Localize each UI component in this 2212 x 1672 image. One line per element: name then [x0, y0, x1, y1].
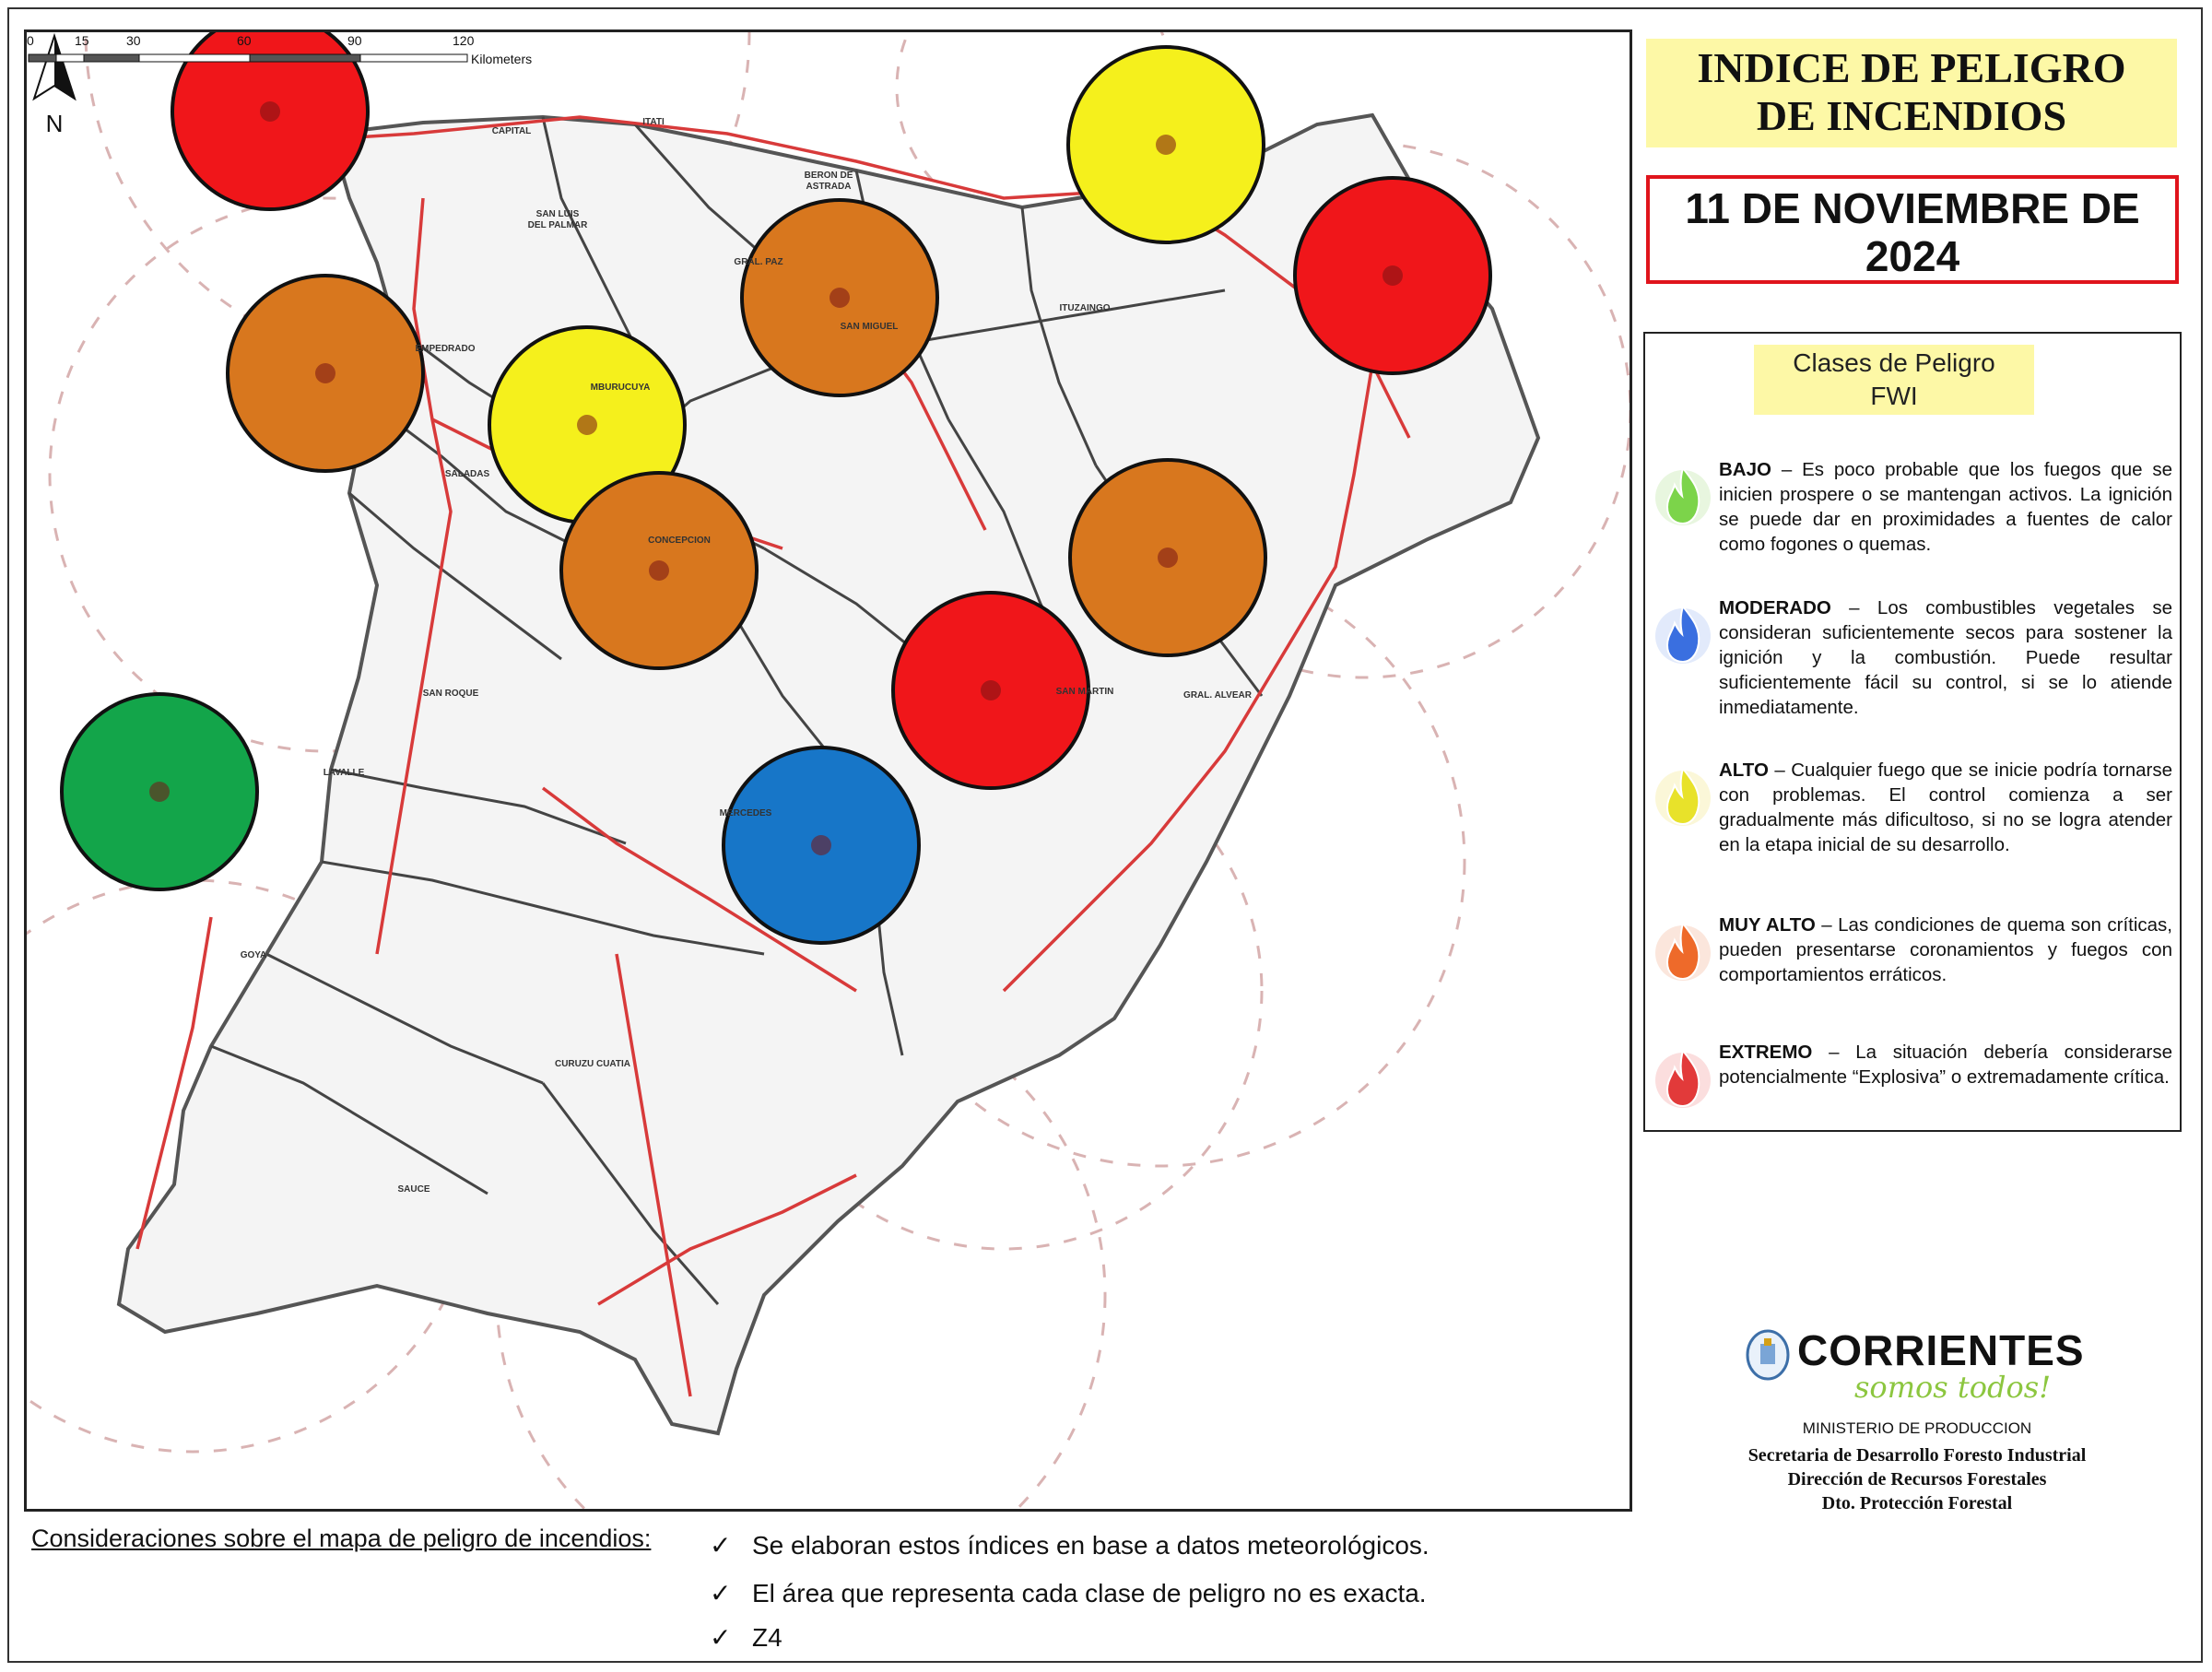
note-item [710, 1578, 1427, 1608]
legend-text: – Los combustibles vegetales se consideran suficientemente secos para sostener la ignición y la combustión. Puede resultar suficientemente fácil su control, si se lo atiende inmediatamente. [1719, 597, 2172, 718]
legend [1643, 332, 2182, 1132]
flame-icon [1653, 1043, 1713, 1112]
station-point [1158, 548, 1178, 568]
legend-level: BAJO [1719, 459, 1771, 480]
legend-desc [1719, 913, 2172, 987]
danger-circle-bella-vista [228, 276, 423, 471]
dept-label: SAN MIGUEL [840, 322, 899, 332]
direccion-name: Dirección de Recursos Forestales [1787, 1469, 2047, 1489]
dept-label: GOYA [240, 950, 267, 960]
scale-unit: Kilometers [471, 52, 533, 66]
dept-label: CURUZU CUATIA [554, 1059, 631, 1069]
legend-desc [1719, 1040, 2172, 1089]
danger-circle-esquina [62, 694, 257, 889]
scale-tick: 90 [347, 33, 362, 48]
legend-title-line-1: Clases de Peligro [1793, 348, 1995, 377]
map-canvas [27, 32, 1630, 1509]
scale-bar [27, 32, 561, 73]
brand-name: CORRIENTES [1797, 1326, 2085, 1374]
legend-level: ALTO [1719, 759, 1769, 781]
north-label: N [45, 110, 64, 137]
scale-tick: 120 [453, 33, 475, 48]
dept-label: GRAL. ALVEAR [1183, 690, 1252, 701]
danger-circle-gobernador-virasoro [1295, 178, 1490, 373]
dept-label: SAN ROQUE [422, 689, 479, 699]
legend-text: – La situación debería considerarse potencialmente “Explosiva” o extremadamente crítica. [1719, 1042, 2172, 1088]
scale-tick: 0 [27, 33, 34, 48]
check-icon: ✓ [710, 1531, 732, 1560]
legend-desc [1719, 595, 2172, 720]
station-point [981, 680, 1001, 701]
secretaria-name: Secretaria de Desarrollo Foresto Industrial [1747, 1445, 2087, 1466]
dept-label: SAUCE [397, 1184, 430, 1195]
branding [1641, 1318, 2194, 1530]
dept-label: GRAL. PAZ [734, 257, 783, 267]
legend-text: – Es poco probable que los fuegos que se inicien prospere o se mantengan activos. La ignición se puede dar en proximidades a fuentes de calor como fogones o quemas. [1719, 459, 2172, 555]
danger-circle-ituzaingo [1068, 47, 1264, 242]
station-point [811, 835, 831, 855]
dept-label: BERON DE ASTRADA [804, 171, 853, 192]
note-text: Se elaboran estos índices en base a datos meteorológicos. [752, 1531, 1430, 1560]
map-title [1646, 39, 2177, 147]
flame-icon [1653, 599, 1713, 667]
note-text: El área que representa cada clase de peligro no es exacta. [752, 1579, 1427, 1607]
departamento-name: Dto. Protección Forestal [1821, 1493, 2013, 1513]
flame-icon [1653, 461, 1713, 529]
danger-circle-santo-tome [1070, 460, 1265, 655]
date-line-2: 2024 [1865, 232, 1960, 280]
legend-title-line-2: FWI [1870, 382, 1918, 410]
dept-label: SAN LUIS DEL PALMAR [527, 209, 588, 230]
scale-tick: 15 [75, 33, 89, 48]
dept-label: CONCEPCION [648, 536, 711, 546]
station-point [315, 363, 335, 383]
check-icon: ✓ [710, 1623, 732, 1652]
dept-label: ITUZAINGO [1059, 303, 1111, 313]
station-point [149, 782, 170, 802]
notes-title: Consideraciones sobre el mapa de peligro de incendios: [31, 1525, 652, 1552]
legend-level: MUY ALTO [1719, 914, 1816, 936]
note-item [710, 1530, 1430, 1560]
dept-label: ITATI [642, 117, 665, 127]
date-line-1: 11 DE NOVIEMBRE DE [1685, 184, 2140, 232]
flame-icon [1653, 761, 1713, 830]
legend-level: MODERADO [1719, 597, 1831, 618]
note-item [710, 1622, 782, 1653]
check-icon: ✓ [710, 1579, 732, 1607]
scale-tick: 30 [126, 33, 141, 48]
dept-label: CAPITAL [491, 126, 532, 136]
legend-text: – Las condiciones de quema son críticas, pueden presentarse coronamientos y fuegos con comportamientos erráticos. [1719, 914, 2172, 985]
dept-label: SAN MARTIN [1055, 687, 1114, 697]
legend-level: EXTREMO [1719, 1042, 1813, 1063]
dept-label: LAVALLE [323, 768, 365, 778]
dept-label: MERCEDES [719, 808, 772, 818]
flame-icon [1653, 916, 1713, 984]
danger-circle-mercedes [561, 473, 757, 668]
station-point [577, 415, 597, 435]
note-text: Z4 [752, 1623, 782, 1652]
station-point [1382, 265, 1403, 286]
legend-text: – Cualquier fuego que se inicie podría tornarse con problemas. El control comienza a ser gradualmente más dificultoso, si no se logra atender en la etapa inicial de su desarrollo. [1719, 759, 2172, 855]
fire-danger-map[interactable] [24, 29, 1632, 1512]
legend-title [1754, 345, 2034, 415]
title-line-2: DE INCENDIOS [1756, 92, 2067, 139]
title-line-1: INDICE DE PELIGRO [1697, 44, 2126, 91]
province-crest-icon [1744, 1325, 1792, 1383]
scale-tick: 60 [237, 33, 252, 48]
station-point [830, 288, 850, 308]
dept-label: MBURUCUYA [590, 383, 651, 393]
dept-label: EMPEDRADO [415, 344, 476, 354]
ministry-name: MINISTERIO DE PRODUCCION [1802, 1419, 2032, 1437]
legend-desc [1719, 457, 2172, 557]
station-point [260, 101, 280, 122]
station-point [649, 560, 669, 581]
danger-circle-monte-caseros [724, 748, 919, 943]
dept-label: SALADAS [444, 469, 490, 479]
legend-desc [1719, 758, 2172, 857]
danger-circle-san-miguel [742, 200, 937, 395]
brand-slogan: somos todos! [1854, 1370, 2052, 1405]
date-box [1646, 175, 2179, 284]
station-point [1156, 135, 1176, 155]
